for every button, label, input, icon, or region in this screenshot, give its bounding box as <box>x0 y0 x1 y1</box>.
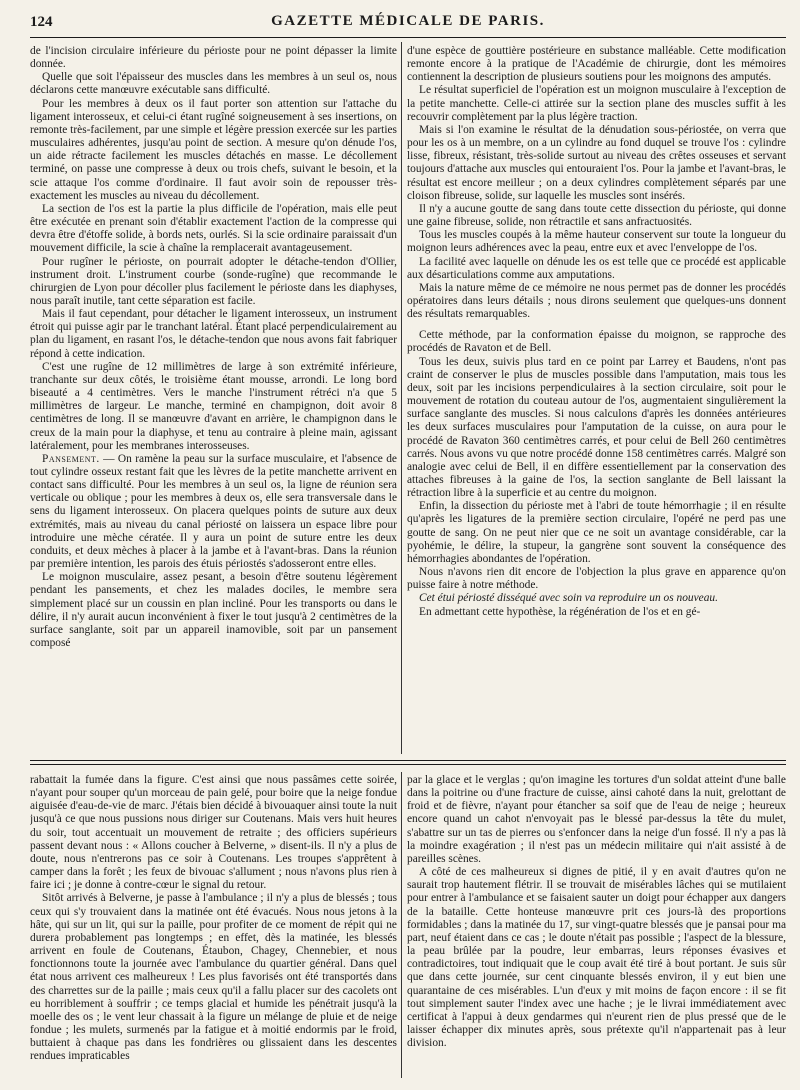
paragraph: Quelle que soit l'épaisseur des muscles dans les membres à un seul os, nous déclarons cette manœuvre exécutable sans difficulté. <box>30 71 397 97</box>
paragraph: Enfin, la dissection du périoste met à l'abri de toute hémorrhagie ; il en résulte qu'après les ligatures de la première section circulaire, l'opéré ne perd pas une goutte de sang. On ne peut nier que ce ne soit un avantage considérable, car la pyohémie, le délire, la stupeur, la gangrène sont souvent la conséquence des hémorrhagies abondantes de l'opération. <box>407 500 786 565</box>
paragraph: Cette méthode, par la conformation épaisse du moignon, se rapproche des procédés de Ravaton et de Bell. <box>407 329 786 355</box>
paragraph: Pour rugîner le périoste, on pourrait adopter le détache-tendon d'Ollier, instrument droit. L'instrument courbe (sonde-rugîne) que recommande le chirurgien de Lyon pour décoller plus facilement le périoste dans les diaphyses, nous paraît inutile, tant cette séparation est facile. <box>30 255 397 307</box>
pansement-paragraph <box>30 453 397 571</box>
paragraph: Tous les deux, suivis plus tard en ce point par Larrey et Baudens, n'ont pas craint de conserver le plus de muscles possible dans l'amputation, mais tous les deux, soit par les incisions perpendiculaires à la section circulaire, soit pour le mouvement de rotation du couteau autour de l'os, augmentaient singulièrement la surface sanglante des muscles. Si nous calculons d'après les données antérieures les deux surfaces musculaires pour l'amputation de la cuisse, on aura pour le procédé de Ravaton 360 centimètres carrés, et pour celui de Bell 260 centimètres carrés. Nous avons vu que notre procédé donne 158 centimètres carrés. Malgré son analogie avec celui de Bell, il en diffère essentiellement par la conservation des attaches fibreuses à la gaine de l'os, la section sanglante de Bell laissant la rétraction libre à la superficie et au centre du moignon. <box>407 355 786 500</box>
column-divider-top <box>401 42 402 754</box>
paragraph: d'une espèce de gouttière postérieure en substance malléable. Cette modification remonte encore à la pratique de l'Académie de chirurgie, dont les mémoires contiennent la description de plusieurs soutiens pour les moignons des amputés. <box>407 45 786 84</box>
paragraph: Le moignon musculaire, assez pesant, a besoin d'être soutenu légèrement pendant les pansements, et chez les malades dociles, le membre sera simplement placé sur un coussin en plan incliné. Pour les transports ou dans le délire, il n'y aurait aucun inconvénient à fixer le tout jusqu'à 2 centimètres de la surface sanglante, soit par un appareil inamovible, soit par un pansement composé <box>30 571 397 650</box>
paragraph: La section de l'os est la partie la plus difficile de l'opération, mais elle peut être exécutée en prenant soin d'établir exactement l'action de la compresse qui devra être d'étoffe solide, à bords nets, ourlés. Si la scie ordinaire paraissait d'un mouvement difficile, la scie à chaîne la remplacerait avantageusement. <box>30 202 397 255</box>
italic-statement: Cet étui périosté disséqué avec soin va reproduire un os nouveau. <box>419 592 718 605</box>
feuilleton-column-left <box>30 774 397 1078</box>
paragraph: A côté de ces malheureux si dignes de pitié, il y en avait d'autres qu'on ne saurait trop hautement flétrir. Il se trouvait de misérables lâches qui se mutilaient pour entrer à l'ambulance et se faisaient sauter un doigt pour échapper aux dangers de la bataille. Cette honteuse manœuvre prit ces jours-là des proportions formidables ; dans la matinée du 17, sur vingt-quatre blessés que je pansai pour ma part, neuf étaient dans ce cas ; le doute n'était pas possible ; l'aspect de la blessure, la peau brûlée par la poudre, leur embarras, leurs réponses évasives et contradictoires, tout indiquait que le coup avait été tiré à bout portant. Je suis sûr que dans cette journée, sur cent cinquante blessés environ, il y eut bien une quarantaine de ces misérables. L'un d'eux y mit moins de façon encore : il se fit tout simplement sauter l'index avec une hache ; je le livrai immédiatement avec certificat à l'appui à deux gendarmes qui n'eurent rien de plus pressé que de le laisser échapper dix minutes après, sous prétexte qu'il n'appartenait pas à leur division. <box>407 866 786 1050</box>
header-rule <box>30 37 786 38</box>
page-header <box>30 8 786 36</box>
paragraph: Nous n'avons rien dit encore de l'objection la plus grave en apparence qu'on puisse faire à notre méthode. <box>407 566 786 592</box>
paragraph: En admettant cette hypothèse, la régénération de l'os et en gé- <box>419 605 701 618</box>
paragraph: Mais si l'on examine le résultat de la dénudation sous-périostée, on verra que pour les os à un membre, on a un cylindre au fond duquel se trouve l'os : cylindre lisse, fibreux, résistant, très-solide surtout au niveau des crêtes osseuses et servant toujours d'attache aux muscles qui entouraient l'os. Pour la jambe et l'avant-bras, le résultat est encore meilleur ; on a deux cylindres complètement séparés par une cloison fibreuse, solide, sur laquelle les muscles sont insérés. <box>407 123 786 202</box>
paragraph: Pour les membres à deux os il faut porter son attention sur l'attache du ligament interosseux, et celui-ci étant rugîné soigneusement à ses insertions, on remonte très-facilement, par une simple et légère pression exercée sur les parties musculaires adhérentes, jusqu'au point de section. A mesure qu'on dénude l'os, un aide rétracte facilement les muscles détachés en masse. Le décollement terminé, on passe une compresse à deux ou trois chefs, suivant le besoin, et la scie attaque l'os comme d'ordinaire. Il faut avoir soin de repousser très-exactement les muscles au niveau du décollement. <box>30 97 397 202</box>
paragraph: Le résultat superficiel de l'opération est un moignon musculaire à l'exception de la petite manchette. Celle-ci attirée sur la section plane des muscles suffit à les recouvrir complètement par la plus légère traction. <box>407 84 786 123</box>
paragraph: C'est une rugîne de 12 millimètres de large à son extrémité inférieure, tranchante sur deux côtés, le troisième étant mousse, arrondi. Le long bord biseauté a 4 centimètres. Vers le manche l'instrument rétréci n'a que 5 millimètres de largeur. Le manche, terminé en champignon, doit avoir 8 centimètres de long. Il se manœuvre d'avant en arrière, le champignon dans le creux de la main pour la diaphyse, et tenu au contraire à pleine main, agissant latéralement, pour les membranes interosseuses. <box>30 360 397 452</box>
paragraph: de l'incision circulaire inférieure du périoste pour ne point dépasser la limite donnée. <box>30 45 397 71</box>
feuilleton-column-right <box>407 774 786 1078</box>
paragraph: rabattait la fumée dans la figure. C'est ainsi que nous passâmes cette soirée, n'ayant pour souper qu'un morceau de pain gelé, pour boire que la neige fondue aiguisée d'eau-de-vie de marc. J'étais bien décidé à bivouaquer ainsi toute la nuit jusqu'à ce que nous pussions nous diriger sur Coutenans. Mais vers huit heures du soir, tout accentuait un mouvement de retraite ; des officiers supérieurs passent devant nous : « Allons coucher à Belverne, » disent-ils. Il n'y a plus de doute, nous n'entrerons pas ce soir à Coutenans. Les troupes s'apprêtent à camper dans la forêt ; les feux de bivouac s'allument ; nous n'avons plus rien à faire ici ; je donne à contre-cœur le signal du retour. <box>30 774 397 892</box>
feuilleton-rule <box>30 760 786 761</box>
paragraph: par la glace et le verglas ; qu'on imagine les tortures d'un soldat atteint d'une balle dans la poitrine ou d'une fracture de cuisse, ainsi cahoté dans la nuit, grelottant de froid et de fièvre, n'ayant pour étancher sa soif que de l'eau de neige ; heureux encore quand un cahot n'envoyait pas le blessé par-dessus la tête du mulet, s'abattre sur un tas de pierres ou s'enfoncer dans la neige d'un fossé. Il n'y a pas là la moindre exagération ; il n'est pas un médecin militaire qui n'ait assisté à de pareilles scènes. <box>407 774 786 865</box>
page-number: 124 <box>30 14 53 30</box>
journal-title: GAZETTE MÉDICALE DE PARIS. <box>271 13 545 29</box>
article-column-right <box>407 45 786 754</box>
feuilleton-rule <box>30 764 786 765</box>
paragraph: Mais il faut cependant, pour détacher le ligament interosseux, un instrument étroit qui puisse agir par le tranchant latéral. Étant placé perpendiculairement au plan du ligament, en rasant l'os, le détache-tendon que nous avons fait fabriquer répond à cette indication. <box>30 308 397 360</box>
paragraph: Tous les muscles coupés à la même hauteur conservent sur toute la longueur du moignon leurs adhérences avec la peau, entre eux et avec l'enveloppe de l'os. <box>407 229 786 255</box>
column-divider-bottom <box>401 772 402 1078</box>
section-text: — On ramène la peau sur la surface musculaire, et l'absence de tout cylindre osseux restant fait que les lèvres de la petite manchette arrivent en contact sans difficulté. Pour les membres à un seul os, la ligne de réunion sera verticale ou oblique ; pour les membres à deux os, elle sera transversale dans le sens du ligament interosseux. On placera quelques points de suture aux deux extrémités, mais au niveau du canal périosté on laissera un espace libre pour introduire une mèche cératée. Il y aura un point de suture entre les deux conduits, et deux mèches à placer à la jambe et à l'avant-bras. Dans la réunion par première intention, les parois des étuis périostés s'adosseront entre elles. <box>30 452 397 571</box>
paragraph: Sitôt arrivés à Belverne, je passe à l'ambulance ; il n'y a plus de blessés ; tous ceux qui s'y trouvaient dans la matinée ont été évacués. Nous nous jetons à la hâte, qui sur un lit, qui sur la paille, pour profiter de ce moment de répit qui ne durera probablement pas longtemps ; en effet, dès la matinée, les blessés arrivent en foule de Coutenans, Étaubon, Chagey, Chennebier, et nous fonctionnons toute la journée avec l'ambulance du quartier général. Dans quel état nous arrivent ces malheureux ! Les plus favorisés ont été transportés dans des charrettes sur de la paille ; mais ceux qu'il a fallu placer sur des cacolets ont eu horriblement à souffrir ; ce temps glacial et humide les pénétrait jusqu'à la moelle des os ; le vent leur chassait à la figure un mélange de pluie et de neige fondue ; les mulets, surmenés par la fatigue et à moitié endormis par le froid, buttaient à chaque pas dans les fondrières ou glissaient dans les descentes rendues impraticables <box>30 892 397 1063</box>
article-column-left <box>30 45 397 754</box>
paragraph: Mais la nature même de ce mémoire ne nous permet pas de donner les procédés opératoires dans leurs détails ; nous dirons seulement que quelques-uns donnent des résultats remarquables. <box>407 281 786 321</box>
paragraph: La facilité avec laquelle on dénude les os est telle que ce procédé est applicable aux désarticulations comme aux amputations. <box>407 255 786 281</box>
paragraph: Il n'y a aucune goutte de sang dans toute cette dissection du périoste, qui donne une gaine fibreuse, solide, non rétractile et sans anfractuosités. <box>407 202 786 229</box>
section-label: Pansement. <box>42 452 100 465</box>
